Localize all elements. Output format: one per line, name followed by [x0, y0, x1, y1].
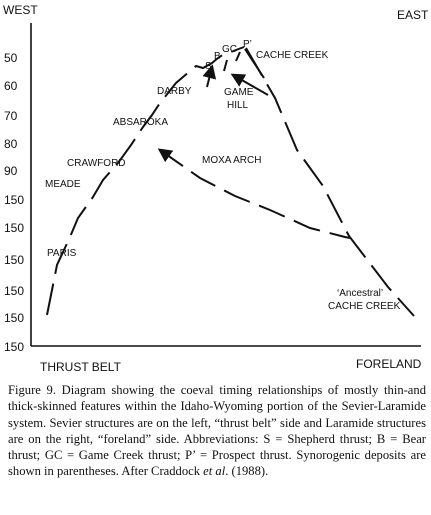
caption-italic: et al — [203, 464, 226, 479]
absaroka-label: ABSAROKA — [113, 117, 169, 128]
y-tick: 150 — [4, 311, 25, 325]
foreland-label: FORELAND — [356, 357, 422, 371]
bear-thrust-line — [224, 60, 227, 71]
east-label: EAST — [397, 8, 429, 22]
y-tick: 150 — [4, 340, 25, 354]
y-tick: 150 — [4, 284, 25, 298]
y-tick: 50 — [4, 51, 18, 65]
caption-text: Figure 9. Diagram showing the coeval timing relationships of mostly thin-and thick-skinned features within the Idaho-Wyoming portion of the Sevier-Laramide system. Sevier structures are on the left, “thrust belt” side and Laramide structures are on the right, “foreland” side. Abbreviations: S = Shepherd thrust; B = Bear thrust; GC = Game Creek thrust; P’ = Prospect thrust. Synorogenic deposits are shown in parentheses. After Craddock — [8, 383, 426, 479]
meade-label: MEADE — [45, 179, 81, 190]
y-ticks — [4, 51, 24, 354]
y-tick: 90 — [4, 164, 18, 178]
y-tick: 150 — [4, 253, 25, 267]
cache-creek-label: CACHE CREEK — [256, 50, 329, 61]
foreland-trend-line — [246, 48, 414, 316]
caption-text-end: . (1988). — [225, 464, 269, 479]
p-prime-label: P’ — [243, 39, 252, 50]
darby-label: DARBY — [157, 86, 192, 97]
moxa-arch-label: MOXA ARCH — [202, 155, 262, 166]
y-tick: 150 — [4, 193, 25, 207]
gc-label: GC — [222, 44, 237, 55]
y-tick: 150 — [4, 221, 25, 235]
crawford-label: CRAWFORD — [67, 158, 126, 169]
game-label: GAME — [224, 87, 254, 98]
ancestral-cache-creek-label: CACHE CREEK — [328, 301, 401, 312]
west-label: WEST — [3, 3, 38, 17]
y-tick: 60 — [4, 79, 18, 93]
y-tick: 80 — [4, 137, 18, 151]
b-label: B — [214, 51, 221, 62]
thrust-belt-label: THRUST BELT — [40, 360, 121, 374]
ancestral-label: ‘Ancestral’ — [337, 288, 384, 299]
figure-caption — [8, 382, 426, 480]
hill-label: HILL — [227, 100, 249, 111]
y-tick: 70 — [4, 109, 18, 123]
s-label: S — [205, 61, 212, 72]
paris-label: PARIS — [47, 248, 77, 259]
